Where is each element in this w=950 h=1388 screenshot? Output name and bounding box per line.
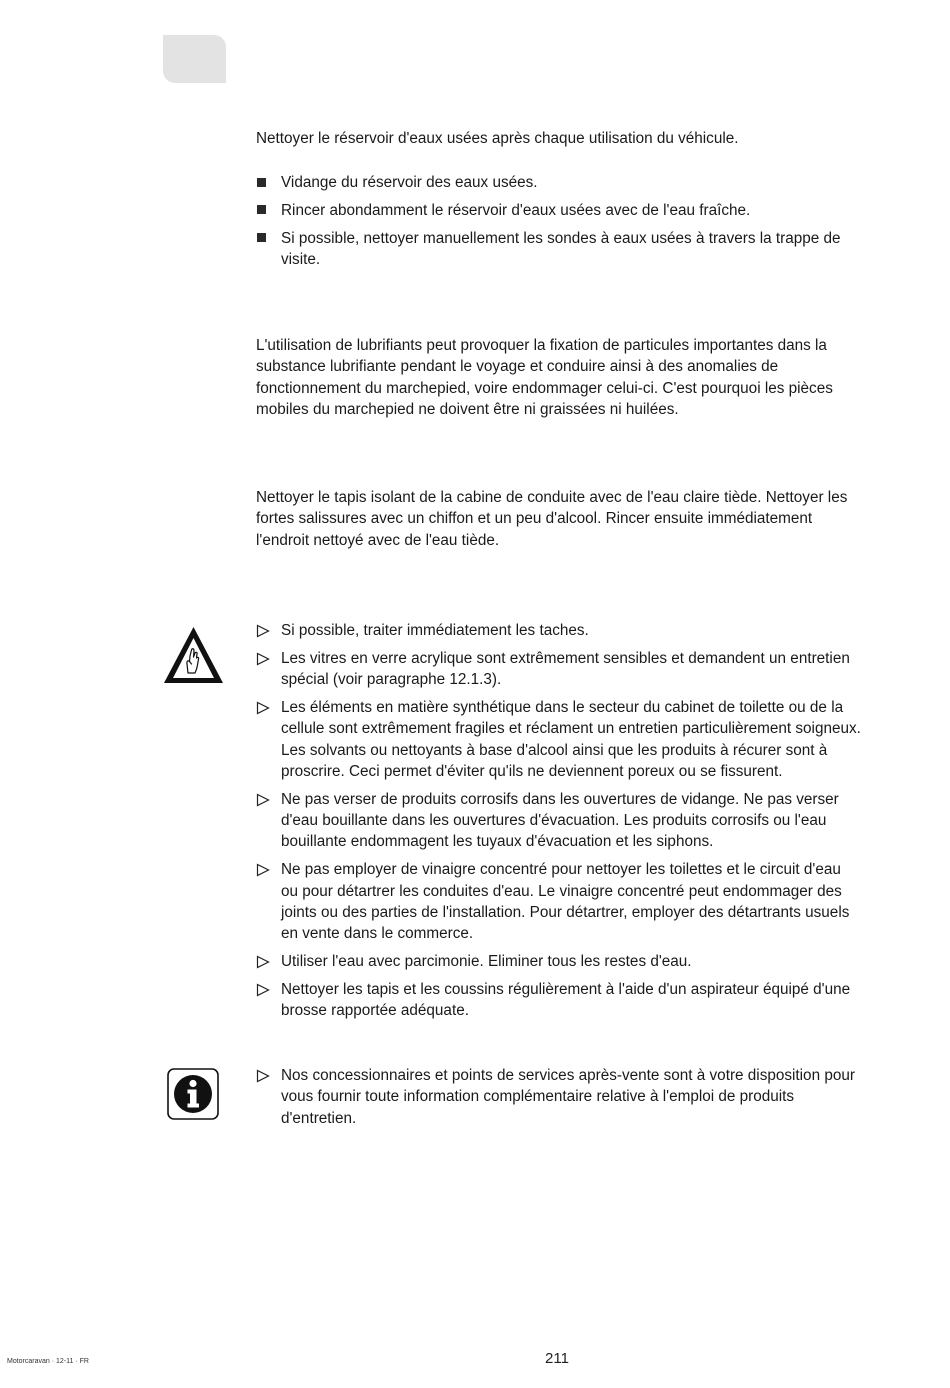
triangle-bullet-icon (256, 955, 270, 969)
chapter-tab (163, 35, 226, 83)
paragraph-tapis: Nettoyer le tapis isolant de la cabine de conduite avec de l'eau claire tiède. Nettoyer les fortes salissures avec un chiffon et un peu d'alcool. Rincer ensuite immédiatement l'endroit nettoyé avec de l'eau tiède. (256, 489, 848, 549)
list-item: Ne pas employer de vinaigre concentré pour nettoyer les toilettes et le circuit d'eau ou pour détartrer les conduites d'eau. Le vinaigre concentré peut endommager des joints ou des parties de l'installation. Pour détartrer, employer des détartrants usuels en vente dans le commerce. (256, 859, 862, 944)
triangle-bullet-icon (256, 701, 270, 715)
square-bullet-icon (257, 205, 266, 214)
bullet-list (256, 172, 862, 277)
triangle-bullet-icon (256, 1069, 270, 1083)
list-item: Si possible, nettoyer manuellement les sondes à eaux usées à travers la trappe de visite. (256, 228, 862, 271)
intro-text: Nettoyer le réservoir d'eaux usées après chaque utilisation du véhicule. (256, 130, 739, 147)
list-item: Nettoyer les tapis et les coussins régulièrement à l'aide d'un aspirateur équipé d'une brosse rapportée adéquate. (256, 979, 862, 1022)
info-list (256, 1065, 862, 1129)
info-icon (167, 1068, 219, 1120)
square-bullet-icon (257, 178, 266, 187)
page-number: 211 (545, 1350, 569, 1367)
triangle-bullet-icon (256, 793, 270, 807)
triangle-bullet-icon (256, 863, 270, 877)
list-item: Ne pas verser de produits corrosifs dans les ouvertures de vidange. Ne pas verser d'eau bouillante dans les ouvertures d'évacuation. Les produits corrosifs ou l'eau bouillante endommagent les tuyaux d'évacuation et les siphons. (256, 789, 862, 853)
list-item: Si possible, traiter immédiatement les taches. (256, 620, 862, 641)
list-item: Les éléments en matière synthétique dans le secteur du cabinet de toilette ou de la cellule sont extrêmement fragiles et réclament un entretien particulièrement soigneux. Les solvants ou nettoyants à base d'alcool ainsi que les produits à récurer sont à proscrire. Ceci permet d'éviter qu'ils ne deviennent poreux ou se fissurent. (256, 697, 862, 782)
paragraph-marchepied: L'utilisation de lubrifiants peut provoquer la fixation de particules importantes dans la substance lubrifiante pendant le voyage et conduire ainsi à des anomalies de fonctionnement du marchepied, voire endommager celui-ci. C'est pourquoi les pièces mobiles du marchepied ne doivent être ni graissées ni huilées. (256, 337, 833, 418)
warning-hand-icon (162, 624, 225, 686)
list-item: Nos concessionnaires et points de services après-vente sont à votre disposition pour vous fournir toute information complémentaire relative à l'emploi de produits d'entretien. (256, 1065, 862, 1129)
list-item: Vidange du réservoir des eaux usées. (256, 172, 862, 193)
triangle-bullet-icon (256, 652, 270, 666)
list-item: Rincer abondamment le réservoir d'eaux usées avec de l'eau fraîche. (256, 200, 862, 221)
warning-list (256, 620, 862, 1028)
list-item: Utiliser l'eau avec parcimonie. Eliminer tous les restes d'eau. (256, 951, 862, 972)
triangle-bullet-icon (256, 624, 270, 638)
triangle-bullet-icon (256, 983, 270, 997)
list-item: Les vitres en verre acrylique sont extrêmement sensibles et demandent un entretien spécial (voir paragraphe 12.1.3). (256, 648, 862, 691)
footer-doc-ref: Motorcaravan · 12-11 · FR (7, 1358, 89, 1365)
square-bullet-icon (257, 233, 266, 242)
